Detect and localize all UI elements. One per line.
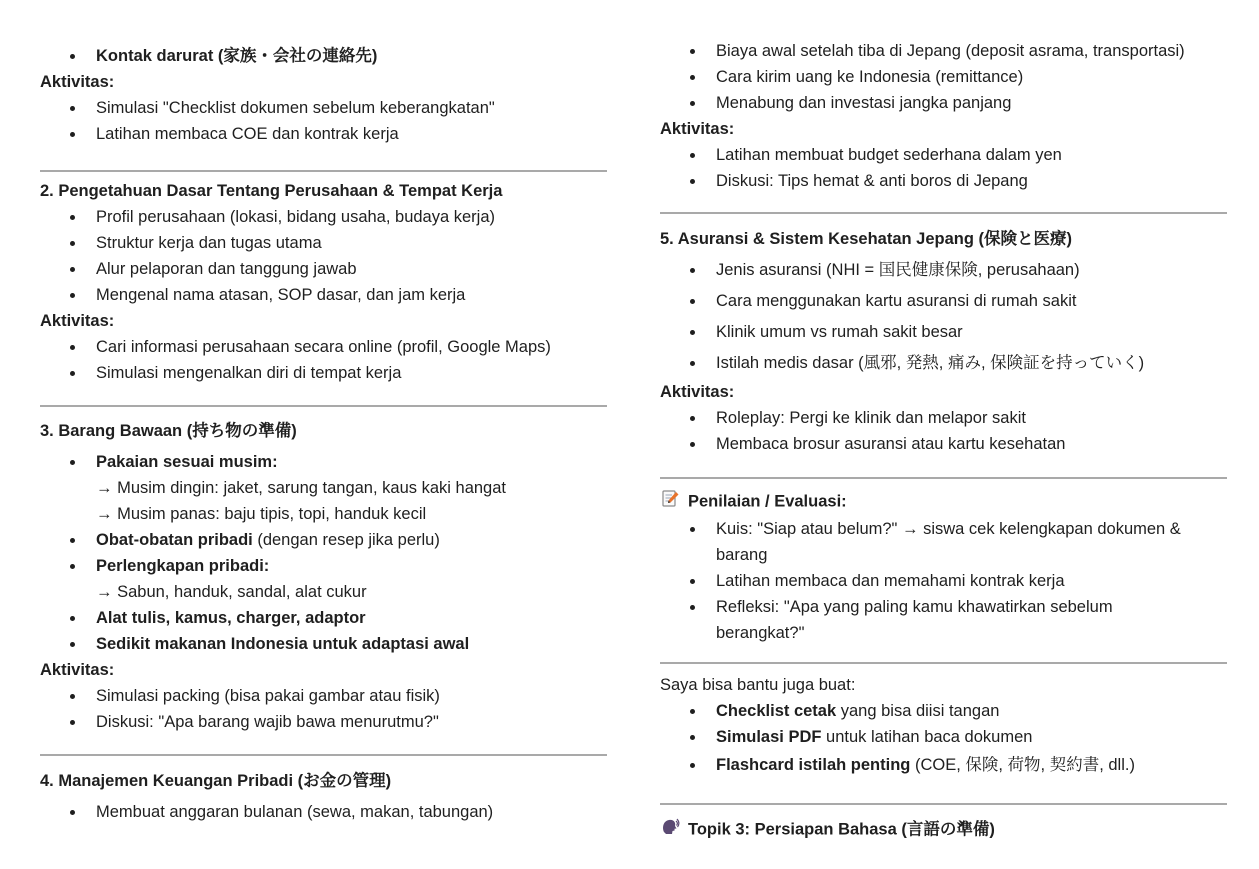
list-item: Sedikit makanan Indonesia untuk adaptasi awal: [40, 631, 607, 657]
section-offer: [660, 672, 1227, 781]
plain-text: untuk latihan baca dokumen: [821, 728, 1033, 746]
section-3-list: [40, 449, 607, 475]
sub-item: → Sabun, handuk, sandal, alat cukur: [96, 583, 367, 601]
list-item: [660, 724, 1227, 750]
section-3-list: [40, 605, 607, 657]
section-evaluation: [660, 488, 1227, 646]
divider: [40, 405, 607, 407]
section-4-title: 4. Manajemen Keuangan Pribadi (お金の管理): [40, 772, 392, 790]
aktivitas-list: [40, 334, 607, 386]
list-item: Klinik umum vs rumah sakit besar: [660, 317, 1227, 348]
aktivitas-list: [40, 95, 607, 147]
section-2-list: [40, 204, 607, 308]
aktivitas-label: Aktivitas:: [40, 73, 115, 91]
list-item: Mengenal nama atasan, SOP dasar, dan jam kerja: [40, 282, 607, 308]
offer-list: [660, 698, 1227, 781]
list-item: Alat tulis, kamus, charger, adaptor: [40, 605, 607, 631]
aktivitas-label: Aktivitas:: [40, 312, 115, 330]
list-item: Latihan membuat budget sederhana dalam yen: [660, 142, 1227, 168]
aktivitas-label: Aktivitas:: [40, 661, 115, 679]
list-item: Diskusi: "Apa barang wajib bawa menurutmu?": [40, 709, 607, 735]
bold-text: Obat-obatan pribadi: [96, 531, 253, 549]
aktivitas-list: [660, 405, 1227, 457]
bold-text: Checklist cetak: [716, 702, 837, 720]
section-3-title: 3. Barang Bawaan (持ち物の準備): [40, 422, 297, 440]
list-item: Latihan membaca dan memahami kontrak kerja: [660, 568, 1227, 594]
bullet-list: [40, 43, 607, 69]
list-item: Alur pelaporan dan tanggung jawab: [40, 256, 607, 282]
divider: [660, 662, 1227, 664]
section-3-list: [40, 527, 607, 579]
evaluation-title-text: Penilaian / Evaluasi:: [688, 492, 847, 511]
aktivitas-list: [40, 683, 607, 735]
topik-title-text: Topik 3: Persiapan Bahasa (言語の準備): [688, 820, 995, 839]
divider: [660, 212, 1227, 214]
list-item: Jenis asuransi (NHI = 国民健康保険, perusahaan): [660, 255, 1227, 286]
aktivitas-label: Aktivitas:: [660, 383, 735, 401]
aktivitas-label: Aktivitas:: [660, 120, 735, 138]
list-item: Cara menggunakan kartu asuransi di rumah sakit: [660, 286, 1227, 317]
evaluation-list: [660, 516, 1227, 646]
section-4: [40, 768, 607, 825]
section-3: [40, 418, 607, 735]
aktivitas-list: [660, 142, 1227, 194]
sub-item: → Musim panas: baju tipis, topi, handuk kecil: [96, 505, 427, 523]
section-2: [40, 178, 607, 386]
list-item: [660, 698, 1227, 724]
list-item: Kontak darurat (家族・会社の連絡先): [40, 43, 607, 69]
list-item: Refleksi: "Apa yang paling kamu khawatirkan sebelum berangkat?": [660, 594, 1176, 646]
list-item: Simulasi packing (bisa pakai gambar atau fisik): [40, 683, 607, 709]
list-item: Perlengkapan pribadi:: [40, 553, 607, 579]
divider: [40, 754, 607, 756]
divider: [660, 803, 1227, 805]
list-item: Menabung dan investasi jangka panjang: [660, 90, 1227, 116]
sub-item: → Musim dingin: jaket, sarung tangan, kaus kaki hangat: [96, 479, 506, 497]
speaking-head-icon: [660, 816, 682, 844]
plain-text: yang bisa diisi tangan: [836, 702, 1000, 720]
bold-text: Simulasi PDF: [716, 728, 822, 746]
section-5-title: 5. Asuransi & Sistem Kesehatan Jepang (保険と医療): [660, 230, 1072, 248]
topik-title: [660, 816, 1227, 844]
section-5: [660, 226, 1227, 457]
list-item: Profil perusahaan (lokasi, bidang usaha, budaya kerja): [40, 204, 607, 230]
divider: [660, 477, 1227, 479]
list-item: Roleplay: Pergi ke klinik dan melapor sakit: [660, 405, 1227, 431]
divider: [40, 170, 607, 172]
list-item: Diskusi: Tips hemat & anti boros di Jepang: [660, 168, 1227, 194]
plain-text: (COE, 保険, 荷物, 契約書, dll.): [910, 756, 1135, 774]
list-item: Membaca brosur asuransi atau kartu kesehatan: [660, 431, 1227, 457]
section-4-list: [40, 799, 607, 825]
list-item: Biaya awal setelah tiba di Jepang (deposit asrama, transportasi): [660, 38, 1227, 64]
list-item: Cari informasi perusahaan secara online (profil, Google Maps): [40, 334, 607, 360]
list-item: Struktur kerja dan tugas utama: [40, 230, 607, 256]
section-topik-3: [660, 816, 1227, 844]
list-item: [40, 527, 607, 553]
list-item: Pakaian sesuai musim:: [40, 449, 607, 475]
list-item: Istilah medis dasar (風邪, 発熱, 痛み, 保険証を持っていく): [660, 348, 1227, 379]
evaluation-title: [660, 488, 1227, 516]
list-item: Simulasi mengenalkan diri di tempat kerja: [40, 360, 607, 386]
list-item: Kuis: "Siap atau belum?" → siswa cek kelengkapan dokumen & barang: [660, 516, 1216, 568]
section-4-list: [660, 38, 1227, 116]
list-item: [660, 750, 1227, 781]
section-documents-tail: [40, 43, 607, 147]
list-item: Latihan membaca COE dan kontrak kerja: [40, 121, 607, 147]
section-5-list: [660, 255, 1227, 379]
plain-text: (dengan resep jika perlu): [252, 531, 440, 549]
list-item: Simulasi "Checklist dokumen sebelum keberangkatan": [40, 95, 607, 121]
offer-intro: Saya bisa bantu juga buat:: [660, 676, 856, 694]
memo-icon: [660, 488, 682, 516]
bold-text: Flashcard istilah penting: [716, 756, 911, 774]
list-item: Membuat anggaran bulanan (sewa, makan, tabungan): [40, 799, 607, 825]
section-2-title: 2. Pengetahuan Dasar Tentang Perusahaan & Tempat Kerja: [40, 182, 503, 200]
list-item: Cara kirim uang ke Indonesia (remittance): [660, 64, 1227, 90]
section-4-continued: [660, 38, 1227, 194]
